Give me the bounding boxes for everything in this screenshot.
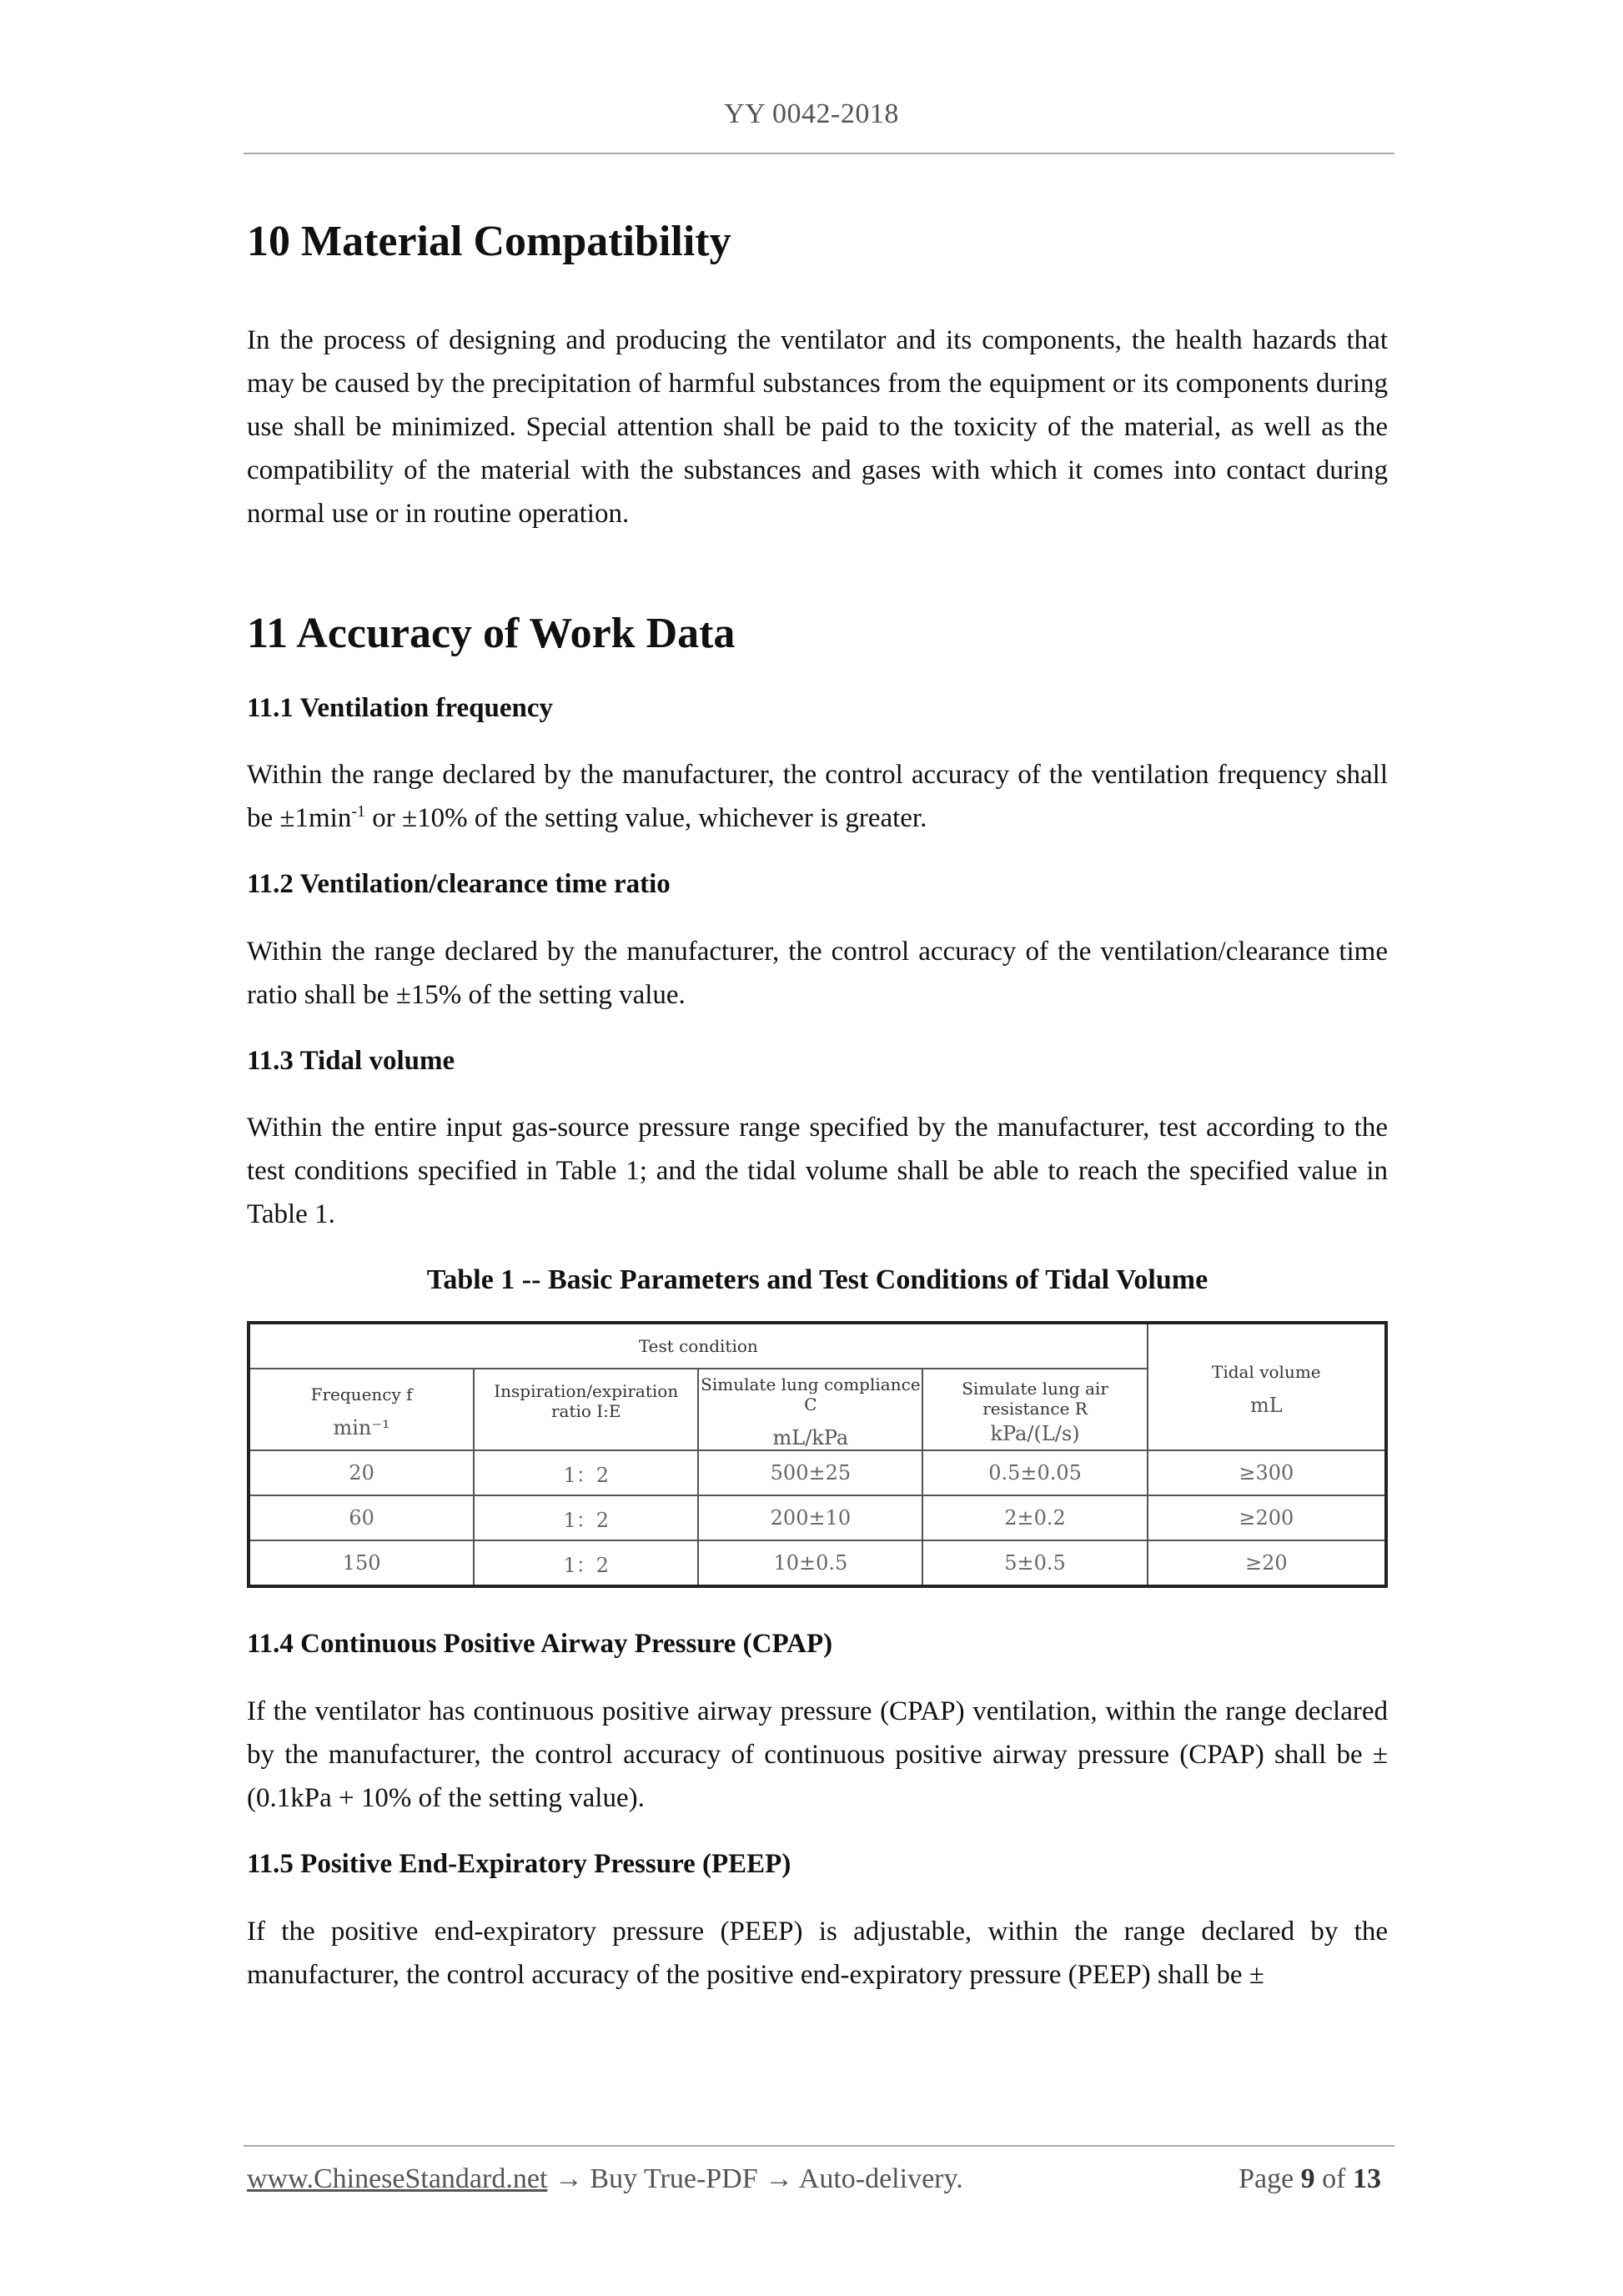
table-cell: 500±25 — [698, 1450, 922, 1495]
section-11-5-heading: 11.5 Positive End-Expiratory Pressure (PEEP) — [247, 1848, 791, 1879]
table-cell: 1：2 — [474, 1495, 698, 1540]
table-1-caption: Table 1 -- Basic Parameters and Test Conditions of Tidal Volume — [426, 1264, 1208, 1296]
table-cell: 10±0.5 — [698, 1540, 922, 1586]
table-row — [249, 1450, 1386, 1495]
table-row — [249, 1495, 1386, 1540]
table-header-frequency: Frequency f min⁻¹ — [249, 1369, 474, 1450]
buy-link[interactable]: Buy True-PDF — [590, 2163, 758, 2194]
table-cell: 0.5±0.05 — [922, 1450, 1147, 1495]
table-header-ie-ratio: Inspiration/expiration ratio I:E — [474, 1369, 698, 1450]
section-11-2-heading: 11.2 Ventilation/clearance time ratio — [247, 869, 671, 900]
delivery-text: Auto-delivery. — [798, 2163, 963, 2194]
arrow-icon: → — [765, 2163, 794, 2194]
table-cell: 150 — [249, 1540, 474, 1586]
table-cell: 200±10 — [698, 1495, 922, 1540]
table-cell: 5±0.5 — [922, 1540, 1147, 1586]
page-total: 13 — [1353, 2163, 1381, 2194]
section-10-heading: 10 Material Compatibility — [247, 218, 731, 265]
section-11-1-paragraph: Within the range declared by the manufacturer, the control accuracy of the ventilation frequency shall be $\pm 1\min^{-1}$ or ±10% of the setting value, whichever is greater. — [247, 760, 1388, 834]
page-indicator: Page 9 of 13 — [1239, 2163, 1381, 2194]
section-11-3-paragraph: Within the entire input gas-source pressure range specified by the manufacturer, test according to the test conditions specified in Table 1; and the tidal volume shall be able to reach the specified value in Table 1. — [247, 1113, 1388, 1230]
section-11-2-paragraph: Within the range declared by the manufacturer, the control accuracy of the ventilation/clearance time ratio shall be ±15% of the setting value. — [247, 936, 1388, 1010]
section-11-3-heading: 11.3 Tidal volume — [247, 1045, 455, 1076]
section-11-5-paragraph: If the positive end-expiratory pressure (PEEP) is adjustable, within the range declared by the manufacturer, the control accuracy of the positive end-expiratory pressure (PEEP) shall be ± — [247, 1916, 1388, 1990]
table-cell: 1：2 — [474, 1450, 698, 1495]
table-cell: 1：2 — [474, 1540, 698, 1586]
table-cell: ≥200 — [1148, 1495, 1386, 1540]
footer-rule — [244, 2145, 1394, 2147]
table-header-tidal-volume: Tidal volume mL — [1148, 1323, 1386, 1450]
arrow-icon: → — [554, 2163, 583, 2194]
section-11-heading: 11 Accuracy of Work Data — [247, 609, 736, 657]
table-cell: ≥300 — [1148, 1450, 1386, 1495]
table-cell: 20 — [249, 1450, 474, 1495]
table-cell: ≥20 — [1148, 1540, 1386, 1586]
table-header-resistance: Simulate lung air resistance R kPa/(L/s) — [922, 1369, 1147, 1450]
page-number: 9 — [1300, 2163, 1315, 2194]
section-11-1-heading: 11.1 Ventilation frequency — [247, 692, 554, 723]
site-link[interactable]: www.ChineseStandard.net — [247, 2163, 548, 2194]
running-header: YY 0042-2018 — [724, 98, 899, 129]
table-cell: 60 — [249, 1495, 474, 1540]
header-rule — [244, 153, 1394, 154]
table-1 — [247, 1321, 1388, 1588]
section-10-paragraph: In the process of designing and producing the ventilator and its components, the health hazards that may be caused by the precipitation of harmful substances from the equipment or its components during use shall be minimized. Special attention shall be paid to the toxicity of the material, as well as the compatibility of the material with the substances and gases with which it comes into contact during normal use or in routine operation. — [247, 324, 1388, 529]
section-11-4-heading: 11.4 Continuous Positive Airway Pressure (CPAP) — [247, 1629, 833, 1660]
table-cell: 2±0.2 — [922, 1495, 1147, 1540]
table-row — [249, 1540, 1386, 1586]
footer-links — [247, 2163, 963, 2195]
section-11-4-paragraph: If the ventilator has continuous positive airway pressure (CPAP) ventilation, within the range declared by the manufacturer, the control accuracy of continuous positive airway pressure (CPAP) shall be ± (0.1kPa + 10% of the setting value). — [247, 1696, 1388, 1813]
page-body — [247, 217, 1388, 1997]
table-group-header: Test condition — [249, 1323, 1148, 1369]
table-header-compliance: Simulate lung compliance C mL/kPa — [698, 1369, 922, 1450]
